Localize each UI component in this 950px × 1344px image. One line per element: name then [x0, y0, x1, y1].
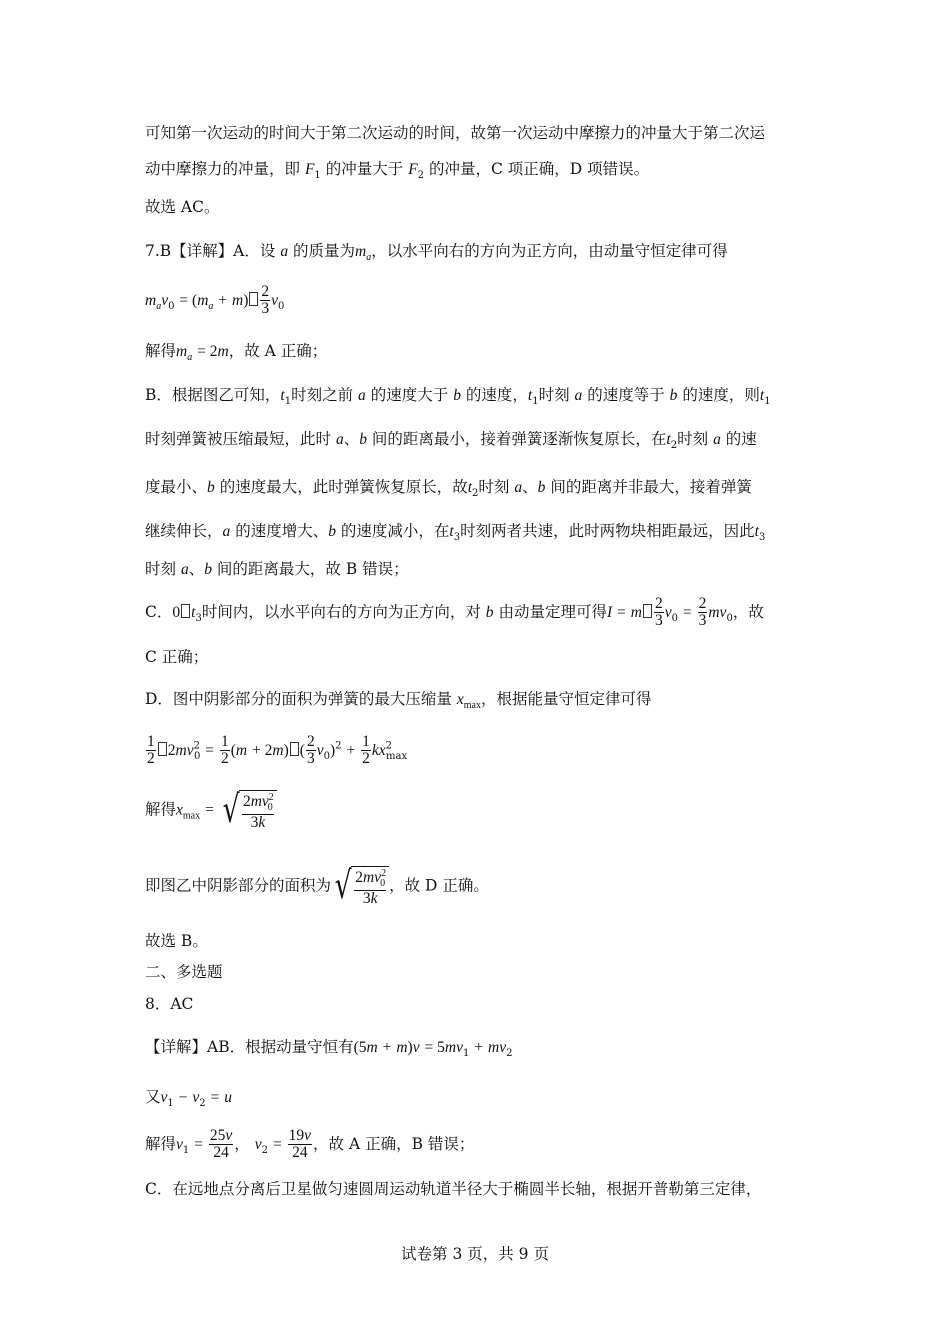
section-heading: 二、多选题 — [145, 963, 223, 981]
text-line: 时刻弹簧被压缩最短，此时 a、b 间的距离最小，接着弹簧逐渐恢复原长，在$t_2$时刻 a 的速 — [145, 430, 757, 452]
text-line: 可知第一次运动的时间大于第二次运动的时间，故第一次运动中摩擦力的冲量大于第二次运 — [145, 124, 766, 142]
text-line: 7.B【详解】A．设 a 的质量为$m_a$，以水平向右的方向为正方向，由动量守恒定律可得 — [145, 242, 728, 264]
text-line: 解得$v_1$ = $\frac{25v}{24}$ ， $v_2$ = $\frac{19v}{24}$ ，故 A 正确，B 错误； — [145, 1127, 475, 1162]
text-line: 故选 AC。 — [145, 198, 220, 216]
text-line: 又$v_1 - v_2 = u$ — [145, 1088, 233, 1110]
text-line: 故选 B。 — [145, 932, 208, 950]
text-line: C．0 $t_3$时间内，以水平向右的方向为正方向，对 b 由动量定理可得I = m $\frac{2}{3}$ $v_0$ = $\frac{2}{3}$ $mv_0$，故 — [145, 595, 764, 630]
text-line: 时刻 a、b 间的距离最大，故 B 错误； — [145, 560, 409, 578]
text-line: 即图乙中阴影部分的面积为 √ $\frac{2mv^2_0}{3k}$ ，故 D 正确。 — [145, 863, 489, 907]
text-line: D．图中阴影部分的面积为弹簧的最大压缩量 $x_{max}$，根据能量守恒定律可得 — [145, 690, 652, 712]
text-line: 继续伸长，a 的速度增大、b 的速度减小，在$t_3$时刻两者共速，此时两物块相距最远，因此$t_3$ — [145, 522, 766, 544]
text-line: 动中摩擦力的冲量，即 $F_1$ 的冲量大于 $F_2$ 的冲量，C 项正确，D 项错误。 — [145, 160, 650, 182]
text-line: B．根据图乙可知，$t_1$时刻之前 a 的速度大于 b 的速度，$t_1$时刻 a 的速度等于 b 的速度，则$t_1$ — [145, 386, 771, 408]
text-line: C．在远地点分离后卫星做匀速圆周运动轨道半径大于椭圆半长轴，根据开普勒第三定律， — [145, 1180, 762, 1198]
page-footer: 试卷第 3 页，共 9 页 — [401, 1245, 549, 1263]
text-line: 解得$m_a = 2m$，故 A 正确； — [145, 342, 328, 364]
text-line: 度最小、b 的速度最大，此时弹簧恢复原长，故$t_2$时刻 a、b 间的距离并非最大，接着弹簧 — [145, 478, 752, 500]
question-number: 8．AC — [145, 995, 194, 1013]
text-line: 【详解】AB．根据动量守恒有$(5m + m)v = 5mv_1 + mv_2$ — [145, 1038, 513, 1060]
equation: $m_av_0 = (m_a + m)$ $\frac{2}{3}$ $v_0$ — [145, 283, 285, 318]
equation: 解得$x_{max}$ = √ $\frac{2mv^2_0}{3k}$ — [145, 790, 277, 831]
equation: $\frac{1}{2}$ $2mv^2_0$ = $\frac{1}{2}$ (m + 2m) ( $\frac{2}{3}$ $v_0)^2$ + $\frac{1}{2}$ $kx^2_{max}$ — [147, 733, 408, 768]
text-line: C 正确； — [145, 648, 209, 666]
